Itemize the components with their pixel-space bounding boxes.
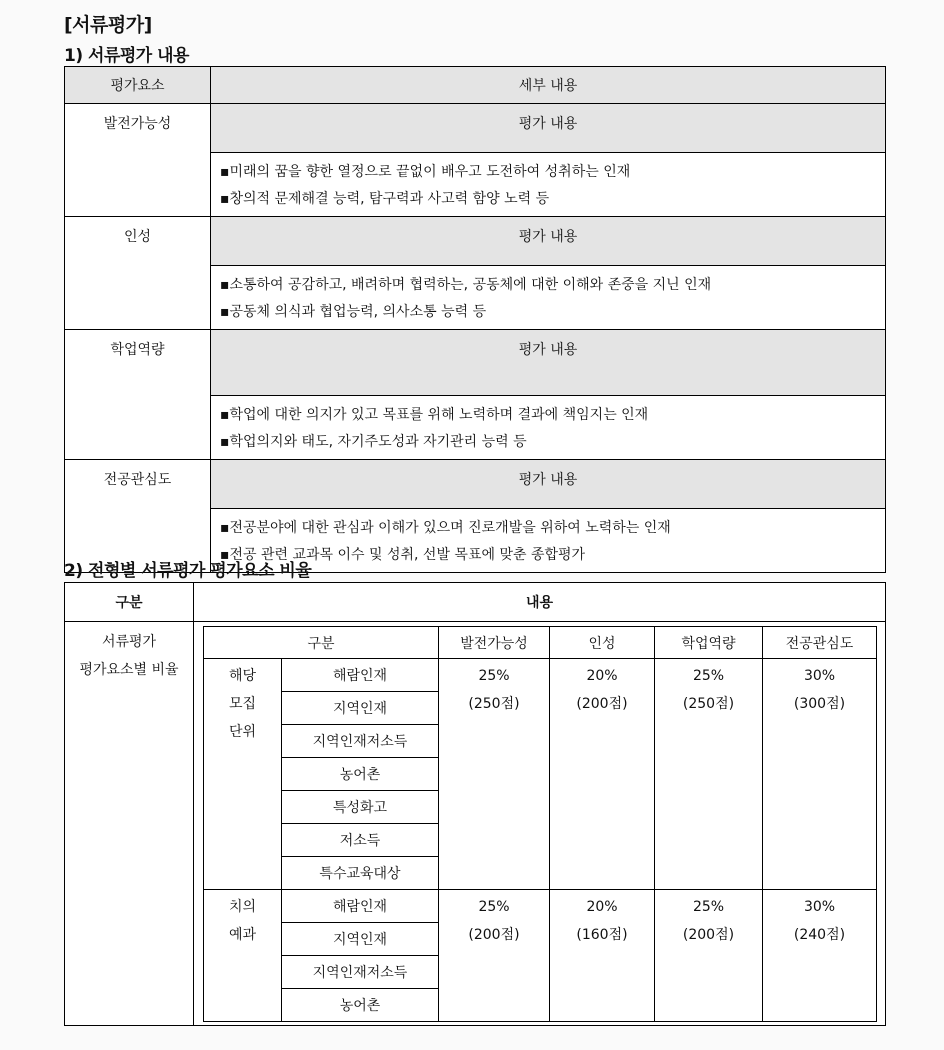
left-label-line: 평가요소별 비율 [79,662,179,678]
ratio-inner-table [203,626,877,1022]
ratio-table [64,582,886,1026]
value-points: (250점) [468,696,520,712]
content-line: ▪창의적 문제해결 능력, 탐구력과 사고력 함양 노력 등 [220,191,550,207]
content-line: ▪공동체 의식과 협업능력, 의사소통 능력 등 [220,304,487,320]
value-points: (250점) [682,696,735,712]
inner-header-category: 구분 [204,627,439,659]
evaluation-content-table [64,66,886,573]
content-line: ▪학업에 대한 의지가 있고 목표를 위해 노력하며 결과에 책임지는 인재 [220,407,649,423]
unit-line: 단위 [228,724,257,740]
inner-header-col: 학업역량 [655,627,763,659]
content-cell [211,153,886,217]
value-points: (240점) [793,927,846,943]
unit-cell [204,659,282,890]
value-cell [439,890,550,1022]
value-points: (300점) [793,696,846,712]
value-cell [550,659,655,890]
page-title: [서류평가] [64,14,152,36]
content-cell [211,509,886,573]
sub-header: 평가 내용 [211,104,886,153]
type-cell: 지역인재 [282,923,439,956]
value-points: (200점) [576,696,628,712]
value-cell [763,890,877,1022]
value-percent: 30% [803,668,836,684]
content-cell [211,266,886,330]
type-cell: 특수교육대상 [282,857,439,890]
content-line: ▪전공분야에 대한 관심과 이해가 있으며 진로개발을 위하여 노력하는 인재 [220,520,671,536]
factor-row [65,460,886,509]
value-points: (200점) [468,927,520,943]
factor-row [65,104,886,153]
value-percent: 25% [692,668,725,684]
value-cell [763,659,877,890]
factor-label: 학업역량 [65,330,211,460]
sub-header: 평가 내용 [211,460,886,509]
factor-row [65,330,886,396]
value-percent: 30% [803,899,836,915]
sub-header: 평가 내용 [211,217,886,266]
type-cell: 특성화고 [282,791,439,824]
content-line: ▪전공 관련 교과목 이수 및 성취, 선발 목표에 맞춘 종합평가 [220,547,586,563]
value-percent: 20% [586,899,618,915]
value-cell [655,659,763,890]
table-header-row [65,67,886,104]
header-factor: 평가요소 [65,67,211,104]
section-2-title: 2) 전형별 서류평가 평가요소 비율 [64,561,312,581]
sub-header: 평가 내용 [211,330,886,396]
header-content: 내용 [194,583,886,622]
factor-label: 전공관심도 [65,460,211,573]
unit-line: 예과 [228,927,257,943]
factor-row [65,217,886,266]
header-category: 구분 [65,583,194,622]
value-cell [550,890,655,1022]
type-cell: 지역인재 [282,692,439,725]
unit-line: 치의 [228,899,257,915]
content-line: ▪소통하여 공감하고, 배려하며 협력하는, 공동체에 대한 이해와 존중을 지닌 인재 [220,277,712,293]
factor-label: 발전가능성 [65,104,211,217]
type-cell: 해람인재 [282,890,439,923]
unit-line: 해당 [228,668,257,684]
type-cell: 농어촌 [282,989,439,1022]
unit-line: 모집 [228,696,257,712]
value-percent: 25% [692,899,725,915]
inner-header-col: 전공관심도 [763,627,877,659]
inner-header-row [204,627,877,659]
inner-header-col: 발전가능성 [439,627,550,659]
type-cell: 지역인재저소득 [282,956,439,989]
type-cell: 농어촌 [282,758,439,791]
value-percent: 25% [478,899,510,915]
type-cell: 저소득 [282,824,439,857]
type-cell: 해람인재 [282,659,439,692]
value-points: (160점) [576,927,628,943]
content-line: ▪학업의지와 태도, 자기주도성과 자기관리 능력 등 [220,434,527,450]
type-cell: 지역인재저소득 [282,725,439,758]
content-cell [211,396,886,460]
value-percent: 25% [478,668,510,684]
value-percent: 20% [586,668,618,684]
value-points: (200점) [682,927,735,943]
value-cell [655,890,763,1022]
content-line: ▪미래의 꿈을 향한 열정으로 끝없이 배우고 도전하여 성취하는 인재 [220,164,631,180]
unit-cell [204,890,282,1022]
factor-label: 인성 [65,217,211,330]
left-label-line: 서류평가 [101,634,157,650]
inner-header-col: 인성 [550,627,655,659]
value-cell [439,659,550,890]
section-1-title: 1) 서류평가 내용 [64,46,189,66]
header-detail: 세부 내용 [211,67,886,104]
left-label [65,622,194,1026]
